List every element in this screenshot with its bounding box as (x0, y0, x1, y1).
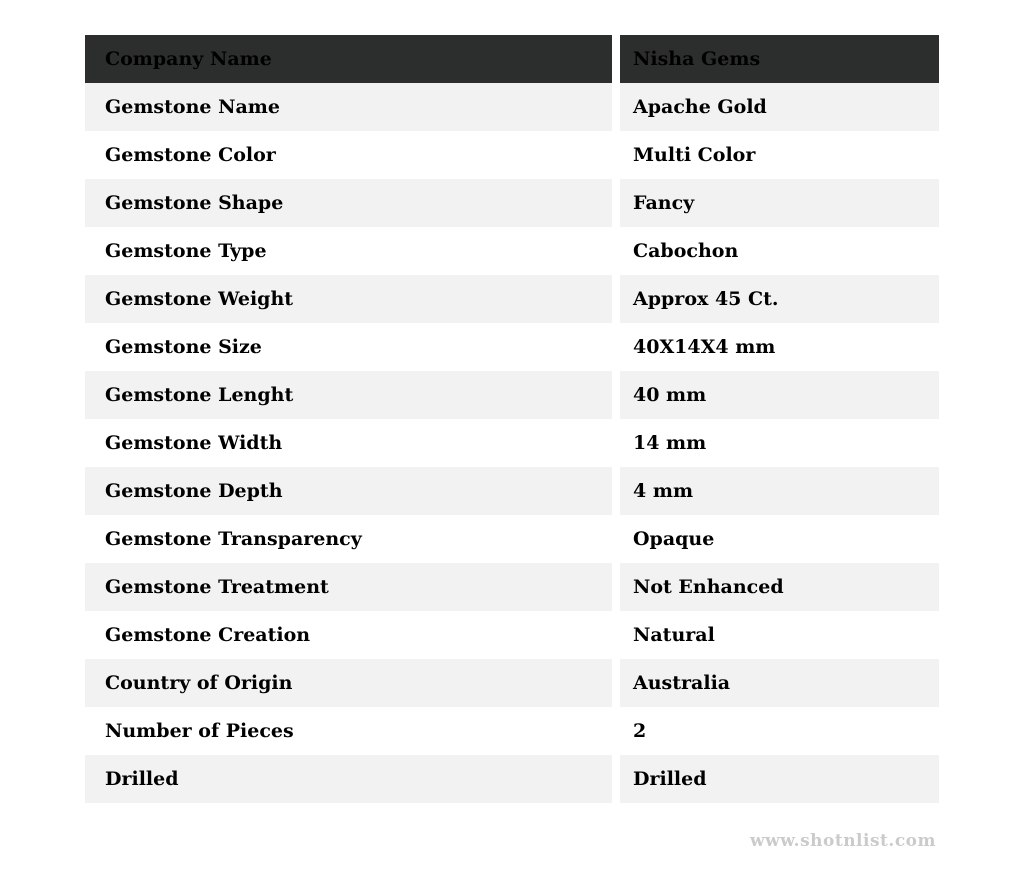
column-gap (612, 755, 620, 803)
column-gap (612, 419, 620, 467)
header-label-cell (85, 35, 612, 83)
row-label-cell (85, 275, 612, 323)
row-value: Drilled (633, 768, 707, 790)
row-value: Apache Gold (633, 96, 767, 118)
row-label: Gemstone Shape (105, 192, 284, 214)
row-value-cell (620, 707, 939, 755)
row-label: Gemstone Treatment (105, 576, 329, 598)
table-row (85, 131, 939, 179)
row-label: Gemstone Transparency (105, 528, 362, 550)
column-gap (612, 515, 620, 563)
row-value-cell (620, 131, 939, 179)
table-header-row (85, 35, 939, 83)
row-value-cell (620, 227, 939, 275)
row-label-cell (85, 707, 612, 755)
row-label: Gemstone Lenght (105, 384, 294, 406)
row-value: Australia (633, 672, 731, 694)
row-value-cell (620, 611, 939, 659)
row-label-cell (85, 83, 612, 131)
header-label: Company Name (105, 48, 272, 70)
column-gap (612, 83, 620, 131)
row-value-cell (620, 83, 939, 131)
row-label: Gemstone Type (105, 240, 267, 262)
column-gap (612, 323, 620, 371)
row-value: Cabochon (633, 240, 739, 262)
row-label: Gemstone Color (105, 144, 276, 166)
row-value: Not Enhanced (633, 576, 784, 598)
row-value: Fancy (633, 192, 695, 214)
row-value-cell (620, 467, 939, 515)
row-value: Opaque (633, 528, 715, 550)
row-value-cell (620, 179, 939, 227)
table-row (85, 275, 939, 323)
row-value: Approx 45 Ct. (633, 288, 779, 310)
table-row (85, 227, 939, 275)
row-value: 40 mm (633, 384, 707, 406)
row-label-cell (85, 323, 612, 371)
column-gap (612, 371, 620, 419)
row-label-cell (85, 611, 612, 659)
row-label: Gemstone Width (105, 432, 283, 454)
header-value: Nisha Gems (633, 48, 761, 70)
column-gap (612, 227, 620, 275)
row-value: 4 mm (633, 480, 694, 502)
header-value-cell (620, 35, 939, 83)
column-gap (612, 179, 620, 227)
column-gap (612, 131, 620, 179)
row-label-cell (85, 467, 612, 515)
table-row (85, 563, 939, 611)
row-label: Gemstone Creation (105, 624, 311, 646)
column-gap (612, 659, 620, 707)
column-gap (612, 275, 620, 323)
table-row (85, 707, 939, 755)
row-label-cell (85, 227, 612, 275)
table-row (85, 179, 939, 227)
row-label-cell (85, 371, 612, 419)
row-label-cell (85, 419, 612, 467)
row-label-cell (85, 515, 612, 563)
table-row (85, 323, 939, 371)
table-row (85, 419, 939, 467)
row-label-cell (85, 179, 612, 227)
table-row (85, 83, 939, 131)
row-value: 2 (633, 720, 647, 742)
row-label: Drilled (105, 768, 179, 790)
column-gap (612, 611, 620, 659)
row-value-cell (620, 419, 939, 467)
table-row (85, 659, 939, 707)
table-row (85, 515, 939, 563)
row-label: Country of Origin (105, 672, 293, 694)
table-row (85, 371, 939, 419)
row-value: 40X14X4 mm (633, 336, 776, 358)
row-value: Natural (633, 624, 715, 646)
row-label: Gemstone Depth (105, 480, 283, 502)
row-value-cell (620, 563, 939, 611)
row-label-cell (85, 659, 612, 707)
row-value: 14 mm (633, 432, 707, 454)
gemstone-spec-table (85, 35, 939, 803)
table-row (85, 611, 939, 659)
row-label: Gemstone Name (105, 96, 280, 118)
column-gap (612, 35, 620, 83)
row-value-cell (620, 371, 939, 419)
table-row (85, 755, 939, 803)
column-gap (612, 467, 620, 515)
watermark-website: www.shotnlist.com (749, 831, 936, 851)
row-value-cell (620, 659, 939, 707)
row-label-cell (85, 755, 612, 803)
row-value-cell (620, 515, 939, 563)
row-value-cell (620, 275, 939, 323)
row-label-cell (85, 563, 612, 611)
row-label: Gemstone Weight (105, 288, 294, 310)
table-row (85, 467, 939, 515)
row-label: Number of Pieces (105, 720, 294, 742)
row-value: Multi Color (633, 144, 756, 166)
column-gap (612, 563, 620, 611)
column-gap (612, 707, 620, 755)
row-label-cell (85, 131, 612, 179)
row-value-cell (620, 755, 939, 803)
row-label: Gemstone Size (105, 336, 262, 358)
row-value-cell (620, 323, 939, 371)
